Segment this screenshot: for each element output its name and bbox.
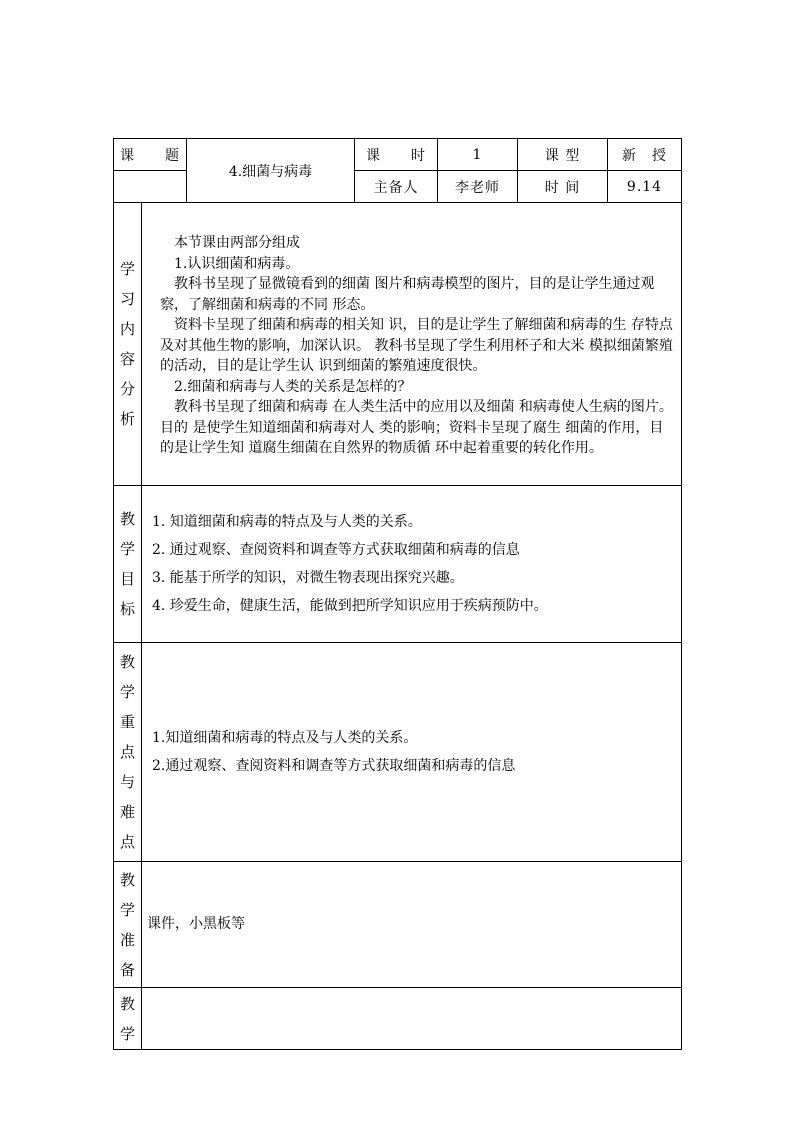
analysis-paragraph: 教科书呈现了细菌和病毒 在人类生活中的应用以及细菌 和病毒使人生病的图片。目的 是使学生知道细菌和病毒对人 类的影响；资料卡呈现了腐生 细菌的作用，目的是让学生知 道腐生细菌在自然界的物质循 环中起着重要的转化作用。	[160, 399, 673, 456]
analysis-paragraph: 资料卡呈现了细菌和病毒的相关知 识，目的是让学生了解细菌和病毒的生 存特点及对其他生物的影响，加深认识。 教科书呈现了学生利用杯子和大米 模拟细菌繁殖的活动，目的是让学生认 识到细菌的繁殖速度很快。	[160, 317, 673, 374]
analysis-paragraph: 1.认识细菌和病毒。	[174, 255, 300, 272]
hours-value: 1	[438, 139, 518, 171]
preparer-value: 李老师	[438, 171, 518, 203]
lesson-plan-sheet	[113, 138, 681, 1050]
time-label: 时 间	[518, 171, 608, 203]
analysis-label: 学 习 内 容 分 析	[114, 203, 142, 486]
preparer-label: 主备人	[355, 171, 438, 203]
objective-item: 1. 知道细菌和病毒的特点及与人类的关系。	[152, 514, 422, 530]
type-label: 课 型	[518, 139, 608, 171]
preparation-content: 课件，小黑板等	[142, 862, 682, 988]
analysis-paragraph: 2.细菌和病毒与人类的关系是怎样的？	[174, 378, 412, 395]
process-label: 教 学	[114, 988, 142, 1050]
analysis-paragraph: 教科书呈现了显微镜看到的细菌 图片和病毒模型的图片，目的是让学生通过观察，了解细菌和病毒的不同 形态。	[160, 276, 655, 313]
preparation-label: 教 学 准 备	[114, 862, 142, 988]
time-value: 9.14	[608, 171, 682, 203]
objectives-label: 教 学 目 标	[114, 486, 142, 643]
analysis-paragraph: 本节课由两部分组成	[174, 235, 300, 251]
objective-item: 2. 通过观察、查阅资料和调查等方式获取细菌和病毒的信息	[152, 542, 520, 558]
analysis-content	[142, 203, 682, 486]
topic-label-continued	[114, 171, 187, 203]
topic-value: 4.细菌与病毒	[187, 139, 355, 203]
type-value: 新 授	[608, 139, 682, 171]
hours-label: 课 时	[355, 139, 438, 171]
key-point-item: 1.知道细菌和病毒的特点及与人类的关系。	[152, 730, 418, 746]
objective-item: 3. 能基于所学的知识，对微生物表现出探究兴趣。	[152, 570, 464, 586]
objectives-content	[142, 486, 682, 643]
process-content	[142, 988, 682, 1050]
objective-item: 4. 珍爱生命，健康生活，能做到把所学知识应用于疾病预防中。	[152, 598, 548, 614]
key-points-label: 教 学 重 点 与 难 点	[114, 643, 142, 862]
topic-label: 课 题	[114, 139, 187, 171]
key-points-content	[142, 643, 682, 862]
lesson-plan-table	[113, 138, 682, 1050]
key-point-item: 2.通过观察、查阅资料和调查等方式获取细菌和病毒的信息	[152, 758, 516, 774]
